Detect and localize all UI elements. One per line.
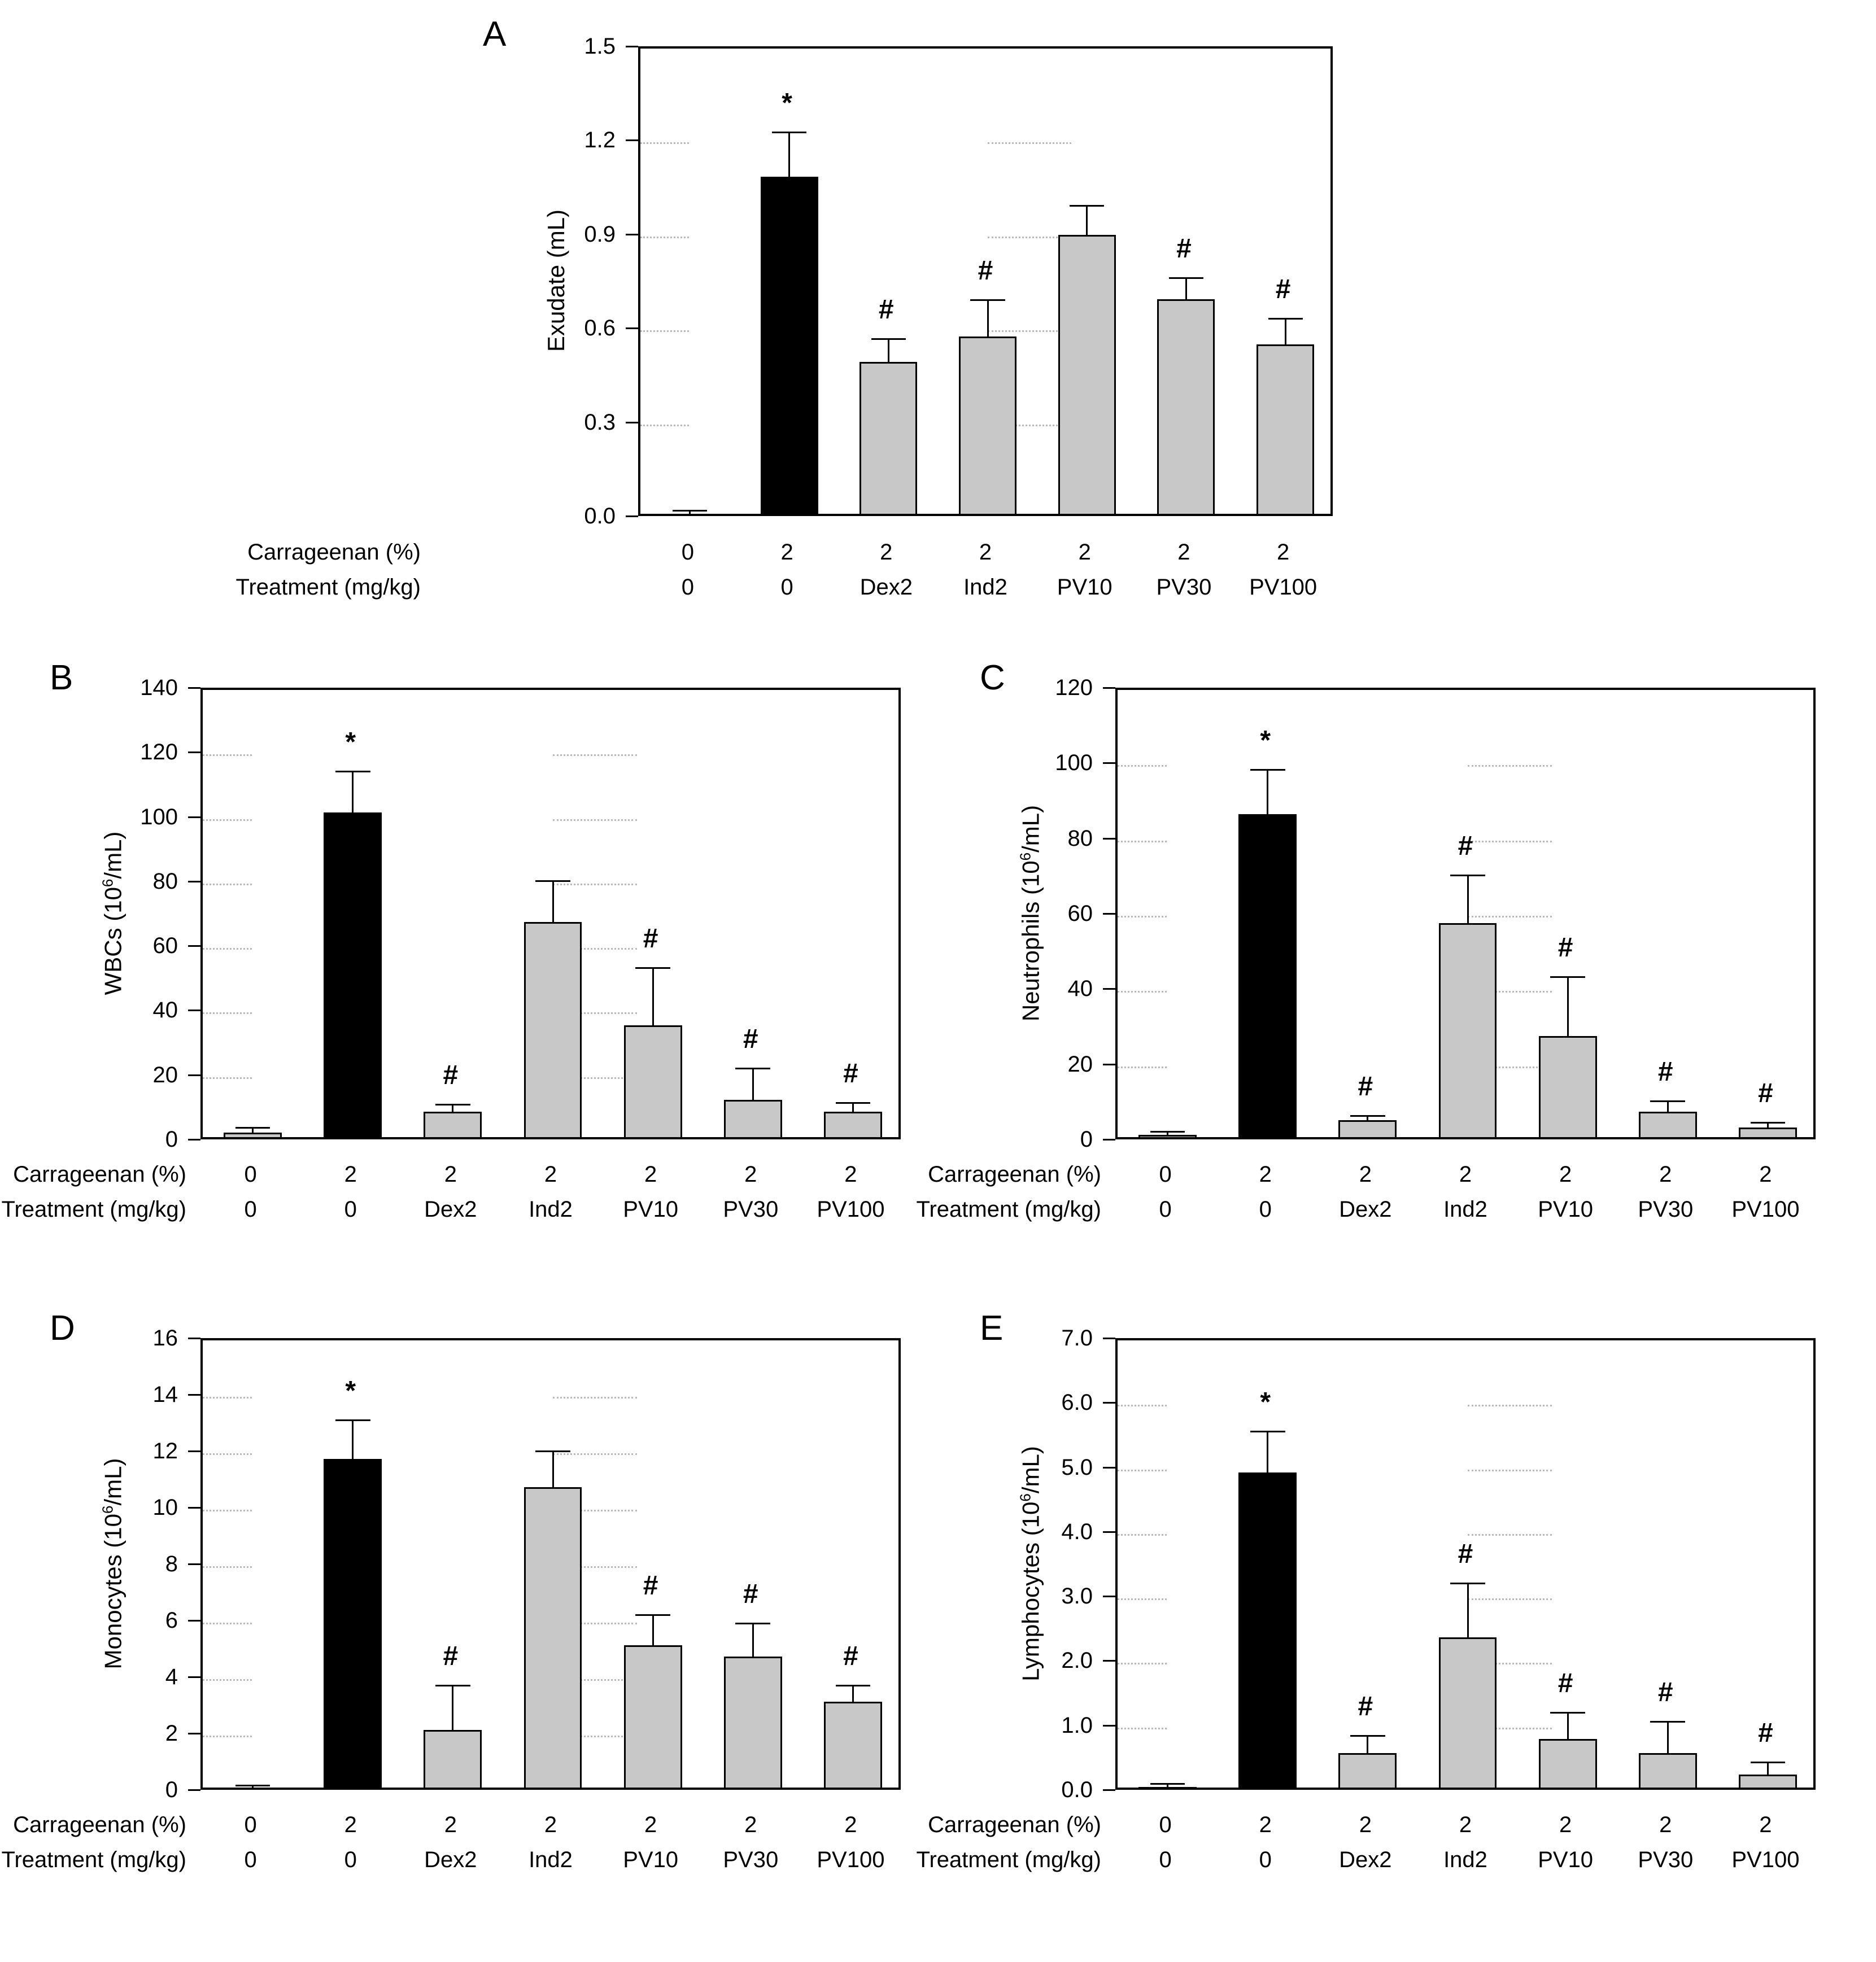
cell-carrageenan: 2: [544, 1162, 557, 1187]
y-tick-label: 8: [165, 1552, 178, 1576]
y-tick-label: 4.0: [1061, 1519, 1093, 1544]
y-axis-title-d: Monocytes $(10^6/mL)$: [99, 1458, 126, 1670]
cell-treatment: Dex2: [860, 575, 913, 600]
bar: [1138, 1787, 1197, 1790]
cell-carrageenan: 2: [1177, 540, 1190, 565]
cell-treatment: PV100: [817, 1197, 885, 1222]
y-tick-label: 0.3: [584, 409, 616, 435]
y-tick-label: 0.0: [584, 504, 616, 528]
gridline: [1118, 1663, 1167, 1664]
cell-carrageenan: 0: [244, 1812, 257, 1837]
y-tick-label: 1.5: [584, 34, 616, 59]
error-bar: [1267, 1431, 1268, 1472]
cell-treatment: 0: [244, 1197, 257, 1222]
cell-carrageenan: 2: [1759, 1162, 1772, 1187]
y-tick-label: 120: [1055, 675, 1093, 700]
significance-star: *: [1260, 1387, 1271, 1417]
cell-carrageenan: 2: [344, 1162, 357, 1187]
cell-treatment: 0: [1159, 1197, 1172, 1222]
cell-carrageenan: 2: [1459, 1162, 1472, 1187]
y-tick-label: 7.0: [1061, 1326, 1093, 1351]
significance-hash: #: [1758, 1078, 1773, 1108]
significance-hash: #: [743, 1024, 758, 1054]
y-axis-title-a: Exudate (mL): [543, 209, 569, 352]
significance-hash: #: [1657, 1677, 1673, 1708]
y-tick-mark: [1103, 1338, 1115, 1339]
significance-hash: #: [643, 924, 658, 954]
cell-carrageenan: 2: [1277, 540, 1290, 565]
row-label-carrageenan: Carrageenan (%): [247, 540, 421, 565]
cell-treatment: PV10: [1538, 1847, 1594, 1872]
panel-letter-d: D: [50, 1309, 75, 1348]
cell-carrageenan: 2: [780, 540, 793, 565]
significance-star: *: [345, 727, 356, 757]
significance-hash: #: [1458, 831, 1473, 861]
bar: [1439, 1637, 1497, 1790]
y-tick-label: 140: [140, 675, 178, 700]
y-tick-label: 20: [152, 1062, 178, 1087]
cell-treatment: Dex2: [1339, 1847, 1392, 1872]
gridline: [1118, 1470, 1167, 1471]
cell-treatment: PV100: [817, 1847, 885, 1872]
cell-carrageenan: 2: [1459, 1812, 1472, 1837]
cell-carrageenan: 2: [344, 1812, 357, 1837]
cell-treatment: PV100: [1731, 1197, 1800, 1222]
significance-hash: #: [1275, 274, 1291, 304]
significance-star: *: [782, 88, 792, 118]
y-tick-label: 14: [152, 1382, 178, 1407]
cell-carrageenan: 2: [1559, 1812, 1572, 1837]
cell-carrageenan: 2: [444, 1162, 457, 1187]
y-tick-label: 0.0: [1061, 1777, 1093, 1802]
cell-treatment: Ind2: [529, 1847, 573, 1872]
cell-carrageenan: 0: [244, 1162, 257, 1187]
gridline: [1468, 1598, 1552, 1600]
cell-carrageenan: 2: [1659, 1812, 1672, 1837]
error-bar: [1467, 1583, 1469, 1637]
y-tick-label: 1.0: [1061, 1712, 1093, 1738]
significance-hash: #: [1458, 1539, 1473, 1569]
error-bar-cap: [1751, 1762, 1786, 1763]
significance-hash: #: [1657, 1056, 1673, 1087]
y-tick-label: 0: [165, 1127, 178, 1152]
cell-treatment: PV10: [623, 1847, 679, 1872]
gridline: [1118, 1534, 1167, 1536]
y-axis-title-e: Lymphocytes $(10^6/mL)$: [1016, 1446, 1044, 1681]
cell-carrageenan: 2: [1259, 1812, 1272, 1837]
gridline: [1468, 1405, 1552, 1406]
cell-treatment: PV30: [1638, 1197, 1694, 1222]
cell-carrageenan: 2: [880, 540, 893, 565]
cell-treatment: 0: [780, 575, 793, 600]
y-tick-label: 2: [165, 1721, 178, 1746]
y-tick-label: 40: [1067, 976, 1093, 1002]
error-bar-cap: [1150, 1783, 1185, 1785]
cell-carrageenan: 2: [1359, 1162, 1372, 1187]
significance-hash: #: [443, 1060, 459, 1090]
y-tick-label: 100: [140, 804, 178, 829]
cell-treatment: Ind2: [963, 575, 1007, 600]
y-tick-mark: [1103, 1402, 1115, 1404]
cell-treatment: PV30: [1638, 1847, 1694, 1872]
cell-treatment: 0: [681, 575, 694, 600]
cell-treatment: PV10: [1057, 575, 1112, 600]
cell-treatment: Dex2: [1339, 1197, 1392, 1222]
cell-treatment: Ind2: [1443, 1197, 1487, 1222]
row-label-treatment: Treatment (mg/kg): [1, 1847, 186, 1872]
cell-treatment: PV10: [1538, 1197, 1594, 1222]
significance-star: *: [1260, 726, 1271, 755]
significance-hash: #: [1557, 1668, 1573, 1699]
cell-treatment: Ind2: [1443, 1847, 1487, 1872]
cell-treatment: 0: [1159, 1847, 1172, 1872]
y-tick-label: 0: [1080, 1127, 1093, 1152]
cell-treatment: 0: [344, 1847, 357, 1872]
bar: [1338, 1753, 1397, 1790]
cell-treatment: Dex2: [424, 1197, 477, 1222]
y-tick-mark: [1103, 1725, 1115, 1727]
significance-hash: #: [843, 1059, 858, 1089]
significance-hash: #: [643, 1571, 658, 1601]
cell-carrageenan: 2: [444, 1812, 457, 1837]
cell-carrageenan: 2: [544, 1812, 557, 1837]
y-tick-mark: [1103, 1531, 1115, 1533]
row-label-carrageenan: Carrageenan (%): [13, 1812, 186, 1837]
cell-carrageenan: 0: [1159, 1812, 1172, 1837]
cell-carrageenan: 2: [1659, 1162, 1672, 1187]
y-tick-mark: [1103, 1660, 1115, 1662]
significance-hash: #: [1557, 932, 1573, 963]
y-tick-label: 40: [152, 998, 178, 1023]
cell-treatment: PV30: [723, 1197, 779, 1222]
error-bar: [1667, 1721, 1669, 1753]
y-tick-label: 100: [1055, 750, 1093, 776]
bar: [1238, 1472, 1297, 1790]
y-tick-label: 3.0: [1061, 1584, 1093, 1609]
row-label-treatment: Treatment (mg/kg): [916, 1197, 1101, 1222]
cell-treatment: PV100: [1249, 575, 1317, 600]
y-tick-label: 80: [1067, 825, 1093, 851]
cell-carrageenan: 2: [744, 1812, 757, 1837]
error-bar-cap: [1350, 1735, 1385, 1737]
cell-carrageenan: 2: [644, 1812, 657, 1837]
panel-letter-c: C: [980, 658, 1005, 697]
cell-carrageenan: 2: [1559, 1162, 1572, 1187]
y-tick-label: 5.0: [1061, 1454, 1093, 1480]
y-tick-mark: [1103, 1596, 1115, 1597]
cell-carrageenan: 2: [979, 540, 992, 565]
bar: [1739, 1775, 1797, 1790]
y-tick-label: 6: [165, 1608, 178, 1633]
error-bar-cap: [1250, 1431, 1285, 1432]
cell-treatment: PV30: [723, 1847, 779, 1872]
significance-star: *: [345, 1376, 356, 1406]
error-bar: [1567, 1712, 1569, 1739]
y-tick-label: 4: [165, 1664, 178, 1689]
cell-carrageenan: 0: [1159, 1162, 1172, 1187]
cell-carrageenan: 0: [681, 540, 694, 565]
cell-treatment: 0: [244, 1847, 257, 1872]
row-label-carrageenan: Carrageenan (%): [928, 1162, 1101, 1187]
bar: [1639, 1753, 1697, 1790]
error-bar: [1767, 1762, 1769, 1775]
row-label-carrageenan: Carrageenan (%): [13, 1162, 186, 1187]
y-tick-label: 80: [152, 868, 178, 894]
cell-treatment: Dex2: [424, 1847, 477, 1872]
y-tick-mark: [1103, 1467, 1115, 1469]
significance-hash: #: [843, 1641, 858, 1671]
cell-treatment: 0: [1259, 1847, 1272, 1872]
cell-carrageenan: 2: [1759, 1812, 1772, 1837]
gridline: [1118, 1405, 1167, 1406]
bar: [1539, 1739, 1597, 1790]
error-bar-cap: [1450, 1583, 1485, 1584]
y-tick-label: 60: [152, 933, 178, 959]
panel-letter-e: E: [980, 1309, 1004, 1348]
panel-letter-b: B: [50, 658, 73, 697]
cell-carrageenan: 2: [844, 1162, 857, 1187]
cell-treatment: PV30: [1156, 575, 1212, 600]
y-tick-label: 10: [152, 1495, 178, 1520]
significance-hash: #: [1358, 1692, 1373, 1722]
row-label-treatment: Treatment (mg/kg): [235, 575, 421, 600]
significance-hash: #: [443, 1641, 459, 1671]
cell-treatment: Ind2: [529, 1197, 573, 1222]
error-bar-cap: [1550, 1712, 1585, 1714]
significance-hash: #: [878, 295, 894, 325]
y-tick-label: 6.0: [1061, 1390, 1093, 1415]
cell-carrageenan: 2: [1078, 540, 1091, 565]
y-tick-label: 60: [1067, 901, 1093, 926]
y-axis-title-b: WBCs $(10^6/mL)$: [99, 831, 126, 995]
significance-hash: #: [1758, 1718, 1773, 1749]
gridline: [1468, 1470, 1552, 1471]
gridline: [1118, 1598, 1167, 1600]
cell-treatment: 0: [344, 1197, 357, 1222]
cell-carrageenan: 2: [744, 1162, 757, 1187]
significance-hash: #: [1176, 233, 1192, 264]
y-axis-title-c: Neutrophils $(10^6/mL)$: [1016, 805, 1044, 1022]
y-tick-label: 1.2: [584, 128, 616, 153]
gridline: [1468, 1534, 1552, 1536]
y-tick-label: 120: [140, 740, 178, 765]
cell-carrageenan: 2: [1259, 1162, 1272, 1187]
y-tick-mark: [1103, 1789, 1115, 1791]
error-bar: [1367, 1735, 1368, 1753]
row-label-treatment: Treatment (mg/kg): [916, 1847, 1101, 1872]
cell-treatment: PV10: [623, 1197, 679, 1222]
significance-hash: #: [743, 1579, 758, 1609]
gridline: [1118, 1728, 1167, 1729]
y-tick-label: 0.6: [584, 316, 616, 341]
cell-treatment: PV100: [1731, 1847, 1800, 1872]
significance-hash: #: [1358, 1072, 1373, 1102]
y-tick-label: 0.9: [584, 221, 616, 247]
y-tick-label: 20: [1067, 1051, 1093, 1077]
cell-treatment: 0: [1259, 1197, 1272, 1222]
cell-carrageenan: 2: [844, 1812, 857, 1837]
panel-letter-a: A: [483, 15, 507, 54]
y-tick-label: 2.0: [1061, 1648, 1093, 1673]
y-tick-label: 12: [152, 1439, 178, 1463]
row-label-treatment: Treatment (mg/kg): [1, 1197, 186, 1222]
cell-carrageenan: 2: [1359, 1812, 1372, 1837]
significance-hash: #: [978, 255, 993, 286]
row-label-carrageenan: Carrageenan (%): [928, 1812, 1101, 1837]
y-tick-label: 16: [152, 1326, 178, 1351]
y-tick-label: 0: [165, 1777, 178, 1802]
cell-carrageenan: 2: [644, 1162, 657, 1187]
error-bar-cap: [1650, 1721, 1685, 1723]
